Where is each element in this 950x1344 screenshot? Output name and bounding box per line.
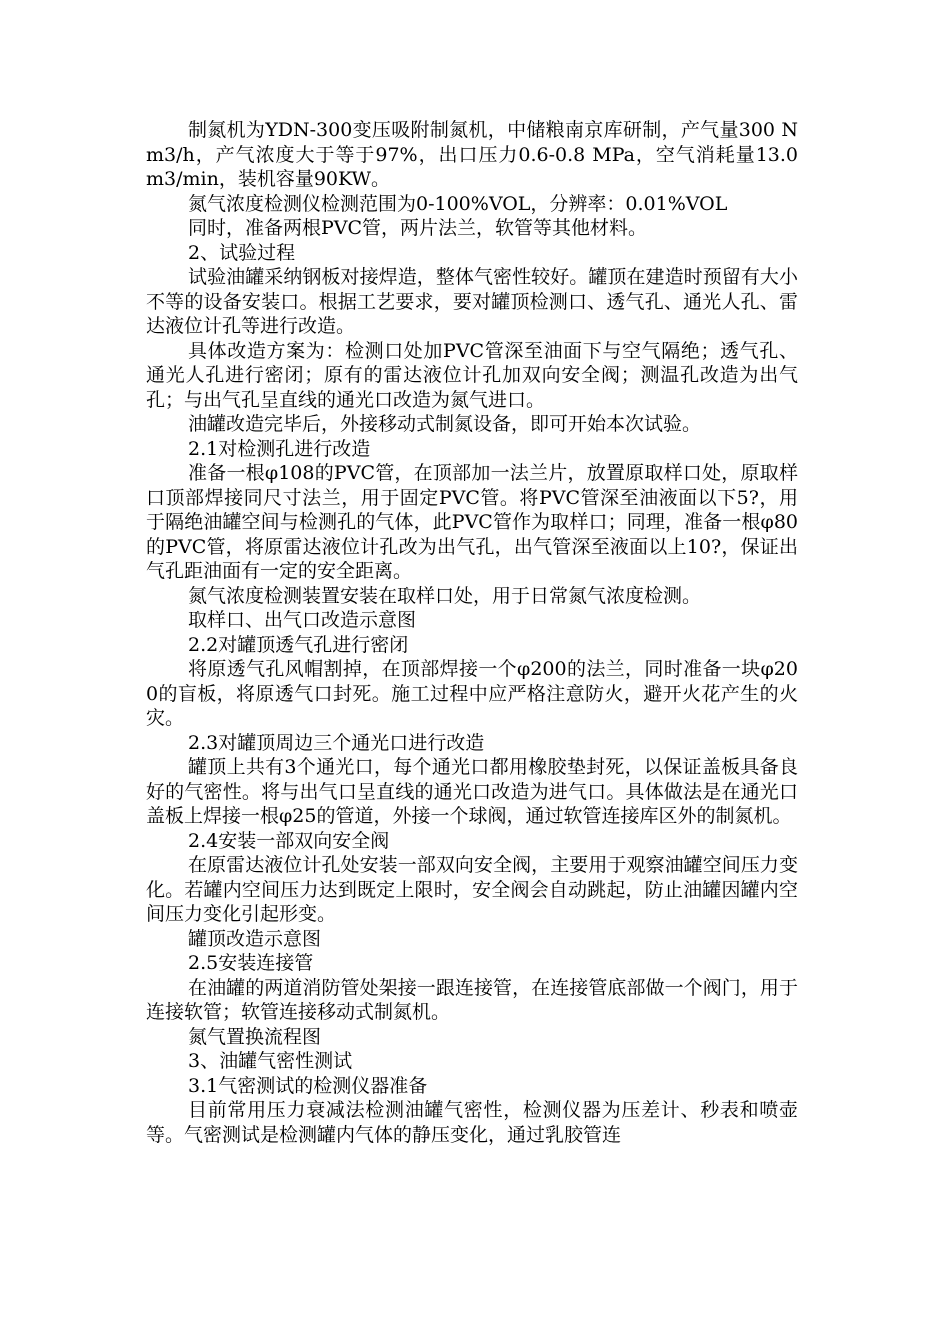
subheading-2-5: 2.5安装连接管: [188, 952, 314, 974]
paragraph-detector-installation: 氮气浓度检测装置安装在取样口处，用于日常氮气浓度检测。: [188, 584, 702, 607]
paragraph-inspection-hole: 准备一根φ108的PVC管，在顶部加一法兰片，放置原取样口处，原取样口顶部焊接同尺寸法兰，用于固定PVC管。将PVC管深至油液面以下5?，用于隔绝油罐空间与检测孔的气体，此PVC管作为取样口；同理，准备一根φ80的PVC管，将原雷达液位计孔改为出气孔，出气管深至液面以上10?，保证出气孔距油面有一定的安全距离。: [146, 462, 798, 582]
section-heading-airtightness-test: 3、油罐气密性测试: [188, 1050, 353, 1072]
figure-caption-nitrogen-flowchart: 氮气置换流程图: [188, 1025, 322, 1048]
subheading-2-4: 2.4安装一部双向安全阀: [188, 829, 390, 852]
paragraph-safety-valve: 在原雷达液位计孔处安装一部双向安全阀，主要用于观察油罐空间压力变化。若罐内空间压力达到既定上限时，安全阀会自动跳起，防止油罐因罐内空间压力变化引起形变。: [146, 854, 798, 925]
paragraph-nitrogen-generator-specs: 制氮机为YDN-300变压吸附制氮机，中储粮南京库研制，产气量300 Nm3/h，产气浓度大于等于97%，出口压力0.6-0.8 MPa，空气消耗量13.0 m3/min，装机容量90KW。: [146, 119, 798, 190]
paragraph-pressure-decay-method: 目前常用压力衰减法检测油罐气密性，检测仪器为压差计、秒表和喷壶等。气密测试是检测罐内气体的静压变化，通过乳胶管连: [146, 1099, 798, 1146]
paragraph-materials: 同时，准备两根PVC管，两片法兰，软管等其他材料。: [188, 217, 648, 239]
paragraph-vent-sealing: 将原透气孔风帽割掉，在顶部焊接一个φ200的法兰，同时准备一块φ200的盲板，将原透气口封死。施工过程中应严格注意防火，避开火花产生的火灾。: [146, 658, 798, 729]
paragraph-start-test: 油罐改造完毕后，外接移动式制氮设备，即可开始本次试验。: [188, 413, 702, 435]
subheading-2-3: 2.3对罐顶周边三个通光口进行改造: [188, 731, 485, 754]
paragraph-connecting-pipe: 在油罐的两道消防管处架接一跟连接管，在连接管底部做一个阀门，用于连接软管；软管连接移动式制氮机。: [146, 976, 798, 1023]
section-heading-test-process: 2、试验过程: [188, 241, 296, 264]
paragraph-modification-plan: 具体改造方案为：检测口处加PVC管深至油面下与空气隔绝；透气孔、通光人孔进行密闭；原有的雷达液位计孔加双向安全阀；测温孔改造为出气孔；与出气孔呈直线的通光口改造为氮气进口。: [146, 339, 798, 411]
paragraph-concentration-detector: 氮气浓度检测仪检测范围为0-100%VOL，分辨率：0.01%VOL: [188, 192, 728, 215]
subheading-2-1: 2.1对检测孔进行改造: [188, 437, 371, 460]
subheading-2-2: 2.2对罐顶透气孔进行密闭: [188, 633, 409, 656]
paragraph-tank-overview: 试验油罐采纳钢板对接焊造，整体气密性较好。罐顶在建造时预留有大小不等的设备安装口。根据工艺要求，要对罐顶检测口、透气孔、通光人孔、雷达液位计孔等进行改造。: [146, 266, 798, 337]
subheading-3-1: 3.1气密测试的检测仪器准备: [188, 1074, 428, 1097]
figure-caption-roof-modification: 罐顶改造示意图: [188, 927, 322, 950]
document-body: [146, 118, 798, 1147]
figure-caption-sampling-outlet: 取样口、出气口改造示意图: [188, 609, 417, 631]
paragraph-light-ports: 罐顶上共有3个通光口，每个通光口都用橡胶垫封死，以保证盖板具备良好的气密性。将与出气口呈直线的通光口改造为进气口。具体做法是在通光口盖板上焊接一根φ25的管道，外接一个球阀，通过软管连接库区外的制氮机。: [146, 756, 798, 827]
